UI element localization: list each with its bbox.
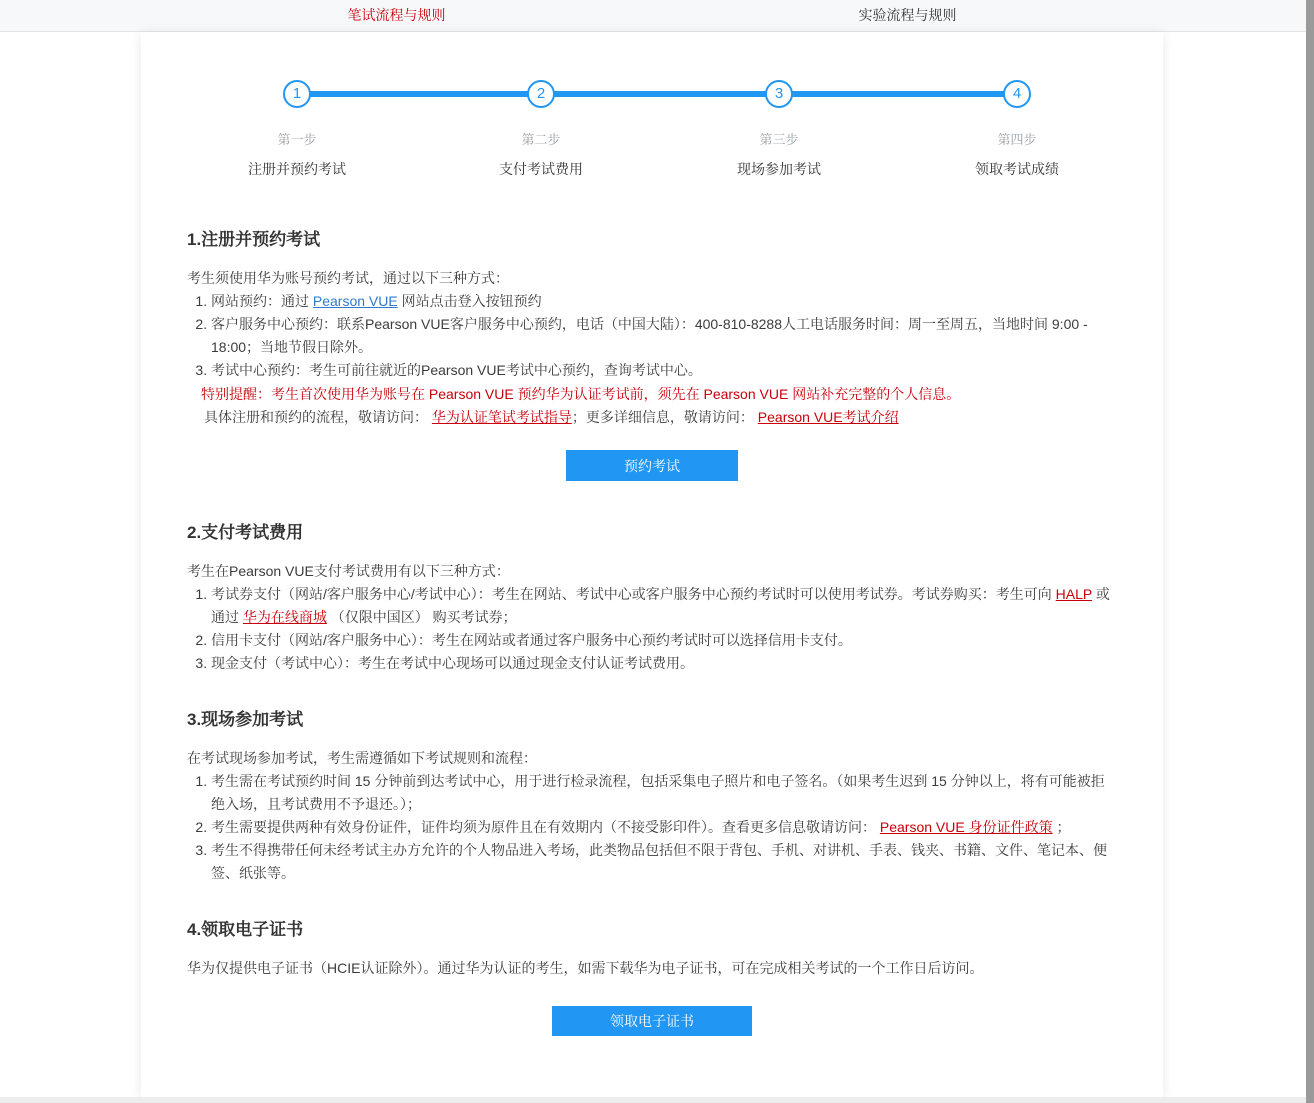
step-3-label: 第三步 — [759, 132, 799, 147]
step-3-name: 现场参加考试 — [737, 161, 821, 177]
section3-item-prohibited-items: 3. 考生不得携带任何未经考试主办方允许的个人物品进入考场，此类物品包括但不限于背包、手机、对讲机、手表、钱夹、书籍、文件、笔记本、便签、纸张等。 — [211, 839, 1117, 885]
step-3 — [689, 80, 869, 179]
section1-title: 1.注册并预约考试 — [187, 230, 321, 249]
section3-item2-post: ； — [1052, 819, 1071, 835]
section1-item1-post: 网站点击登入按钮预约 — [397, 293, 542, 309]
section1-intro: 考生须使用华为账号预约考试，通过以下三种方式： — [187, 270, 509, 286]
section3-item2-pre: 考生需要提供两种有效身份证件，证件均须为原件且在有效期内（不接受影印件）。查看更多信息敬请访问： — [211, 819, 880, 835]
stepper-connector-line — [297, 91, 1017, 97]
step-4-circle: 4 — [1003, 80, 1031, 108]
section3-intro: 在考试现场参加考试，考生需遵循如下考试规则和流程： — [187, 750, 537, 766]
section1-item-website-booking — [211, 290, 1117, 313]
get-cert-button-row — [187, 980, 1117, 1036]
step-4-name: 领取考试成绩 — [975, 161, 1059, 177]
section3-list — [187, 770, 1117, 885]
section2-item-voucher-payment — [211, 583, 1117, 629]
huawei-online-store-link[interactable]: 华为在线商城 — [242, 609, 327, 625]
top-tab-bar — [0, 0, 1306, 32]
special-reminder-text: 特别提醒：考生首次使用华为账号在 Pearson VUE 预约华为认证考试前，须先在 Pearson VUE 网站补充完整的个人信息。 — [201, 386, 961, 402]
section1-visit-mid: ；更多详细信息，敬请访问： — [571, 409, 758, 425]
get-e-certificate-button[interactable]: 领取电子证书 — [552, 1006, 752, 1036]
content-area — [141, 228, 1163, 1036]
section2-item1-mid: 或通过 — [211, 586, 1110, 625]
pearson-vue-exam-intro-link[interactable]: Pearson VUE考试介绍 — [757, 409, 899, 425]
step-2-label: 第二步 — [521, 132, 561, 147]
section1-visit-pre: 具体注册和预约的流程，敬请访问： — [204, 409, 432, 425]
progress-stepper — [141, 80, 1163, 192]
written-exam-guide-link[interactable]: 华为认证笔试考试指导 — [431, 409, 572, 425]
step-2 — [451, 80, 631, 179]
section2-item-cash-payment: 3. 现金支付（考试中心）：考生在考试中心现场可以通过现金支付认证考试费用。 — [211, 652, 1117, 675]
step-2-circle: 2 — [527, 80, 555, 108]
section3-item-id-policy — [211, 816, 1117, 839]
step-4 — [927, 80, 1107, 179]
section2-intro: 考生在Pearson VUE支付考试费用有以下三种方式： — [187, 563, 510, 579]
tab-container — [141, 0, 1163, 31]
id-policy-link[interactable]: Pearson VUE 身份证件政策 — [879, 819, 1053, 835]
book-exam-button[interactable]: 预约考试 — [566, 450, 738, 481]
tab-lab-exam-rules[interactable]: 实验流程与规则 — [858, 7, 957, 23]
page-bottom-strip — [0, 1097, 1306, 1103]
pearson-vue-link[interactable]: Pearson VUE — [312, 293, 398, 309]
step-1-name: 注册并预约考试 — [248, 161, 346, 177]
step-3-circle: 3 — [765, 80, 793, 108]
section1-item-service-center-booking: 2. 客户服务中心预约：联系Pearson VUE客户服务中心预约，电话（中国大陆）：400-810-8288人工电话服务时间：周一至周五，当地时间 9:00 - 18:00；当地节假日除外。 — [211, 313, 1117, 359]
halp-link[interactable]: HALP — [1055, 586, 1092, 602]
step-4-label: 第四步 — [997, 132, 1037, 147]
step-2-name: 支付考试费用 — [499, 161, 583, 177]
main-content-card — [141, 32, 1163, 1097]
section2-title: 2.支付考试费用 — [187, 523, 304, 542]
section2-item-credit-card-payment: 2. 信用卡支付（网站/客户服务中心）：考生在网站或者通过客户服务中心预约考试时可以选择信用卡支付。 — [211, 629, 1117, 652]
section1-item1-pre: 网站预约：通过 — [211, 293, 313, 309]
section4-intro: 华为仅提供电子证书（HCIE认证除外）。通过华为认证的考生，如需下载华为电子证书，可在完成相关考试的一个工作日后访问。 — [187, 960, 984, 976]
vertical-scrollbar[interactable] — [1306, 0, 1314, 1103]
step-1 — [207, 80, 387, 179]
section1-visit-line — [204, 406, 1117, 429]
section2-item1-post: （仅限中国区） 购买考试券； — [326, 609, 517, 625]
section1-list — [187, 290, 1117, 382]
step-1-label: 第一步 — [277, 132, 317, 147]
section2-item1-pre: 考试券支付（网站/客户服务中心/考试中心）：考生在网站、考试中心或客户服务中心预约考试时可以使用考试券。考试券购买：考生可向 — [211, 586, 1056, 602]
tab-written-exam-rules[interactable]: 笔试流程与规则 — [347, 7, 446, 23]
step-1-circle: 1 — [283, 80, 311, 108]
section3-title: 3.现场参加考试 — [187, 710, 304, 729]
section2-list — [187, 583, 1117, 675]
section1-item-test-center-booking: 3. 考试中心预约：考生可前往就近的Pearson VUE考试中心预约，查询考试中心。 — [211, 359, 1117, 382]
section3-item-arrival-time: 1. 考生需在考试预约时间 15 分钟前到达考试中心，用于进行检录流程，包括采集电子照片和电子签名。（如果考生迟到 15 分钟以上，将有可能被拒绝入场，且考试费用不予退还。）； — [211, 770, 1117, 816]
book-exam-button-row — [187, 429, 1117, 481]
section4-title: 4.领取电子证书 — [187, 920, 304, 939]
